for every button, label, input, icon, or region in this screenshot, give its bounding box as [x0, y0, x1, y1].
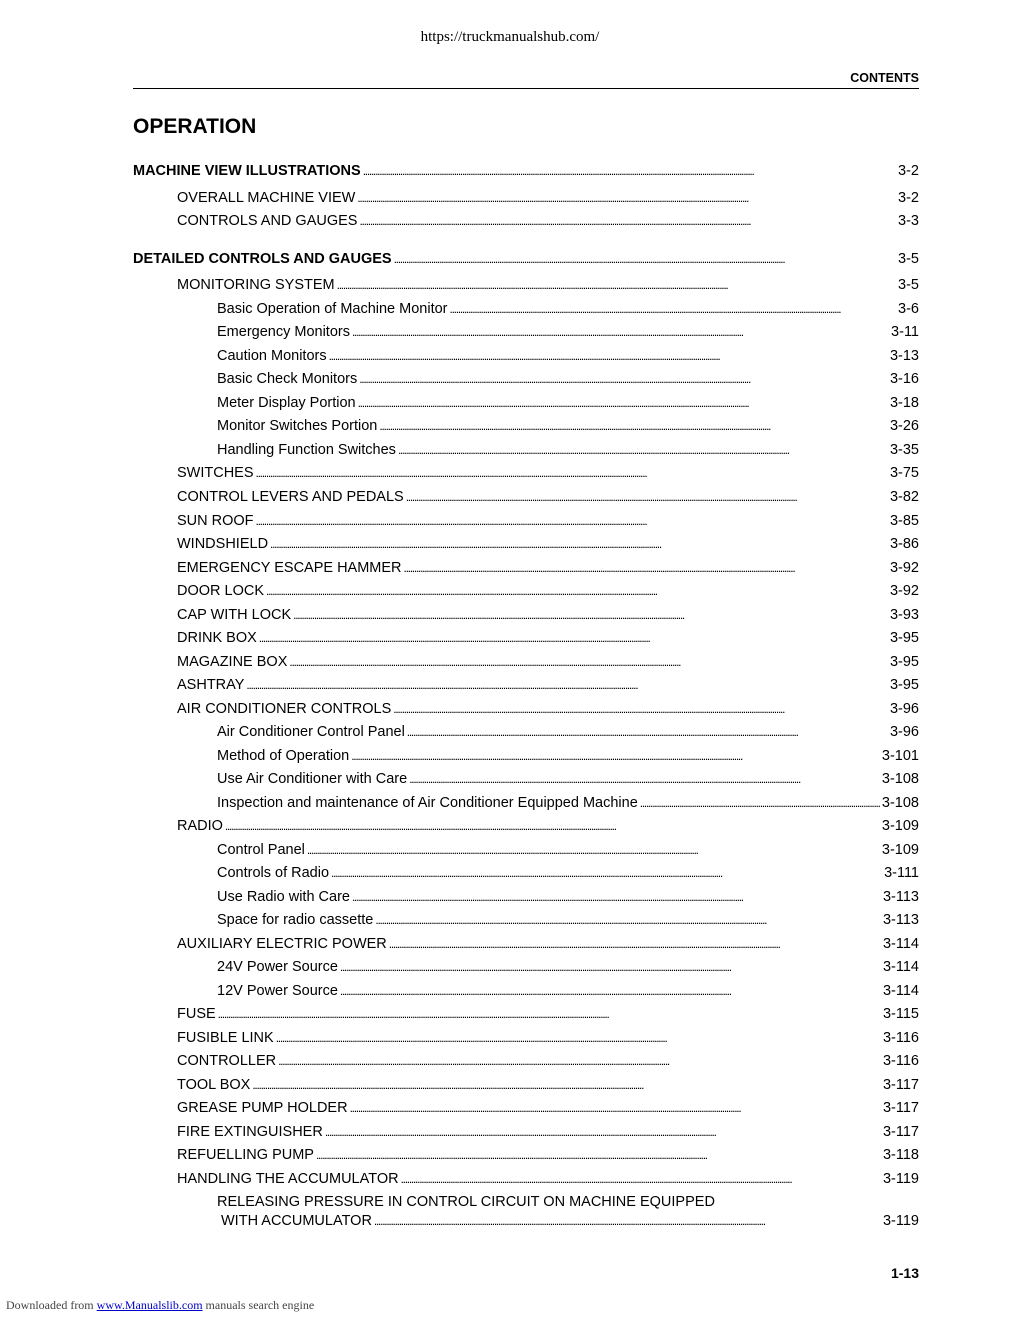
toc-entry-label: Use Radio with Care — [217, 889, 350, 905]
toc-entry-label: Control Panel — [217, 842, 305, 858]
toc-entry[interactable] — [177, 1099, 919, 1117]
toc-entry[interactable] — [217, 300, 919, 318]
toc-entry-page: 3-108 — [881, 771, 919, 787]
toc-entry-label: ASHTRAY — [177, 677, 245, 693]
dot-leader — [256, 464, 888, 482]
toc-entry-label: FUSIBLE LINK — [177, 1030, 274, 1046]
toc-entry-page: 3-5 — [898, 251, 919, 267]
dot-leader — [352, 888, 881, 906]
toc-entry-label: GREASE PUMP HOLDER — [177, 1100, 348, 1116]
dot-leader — [358, 394, 888, 412]
dot-leader — [404, 559, 888, 577]
manualslib-link[interactable]: www.Manualslib.com — [96, 1298, 203, 1312]
toc-entry-page: 3-117 — [882, 1124, 919, 1140]
dot-leader — [393, 700, 888, 718]
page-number: 1-13 — [890, 1265, 919, 1281]
dot-leader — [406, 488, 888, 506]
toc-entry[interactable] — [177, 817, 919, 835]
footer-prefix: Downloaded from — [6, 1298, 97, 1312]
toc-entry-page: 3-11 — [891, 324, 919, 340]
toc-entry-page: 3-117 — [882, 1100, 919, 1116]
dot-leader — [218, 1005, 881, 1023]
toc-entry-label: Method of Operation — [217, 748, 350, 764]
toc-entry-page: 3-6 — [898, 301, 919, 317]
toc-entry[interactable] — [177, 629, 919, 647]
toc-entry[interactable] — [177, 535, 919, 553]
toc-entry-label: Emergency Monitors — [217, 324, 350, 340]
download-footer — [6, 1298, 314, 1313]
toc-entry[interactable] — [177, 653, 919, 671]
toc-entry[interactable] — [217, 441, 919, 459]
toc-entry[interactable] — [177, 276, 919, 294]
toc-entry-label: Basic Check Monitors — [217, 371, 358, 387]
toc-entry-label: Meter Display Portion — [217, 395, 356, 411]
dot-leader — [389, 935, 881, 953]
dot-leader — [293, 606, 888, 624]
toc-entry[interactable] — [217, 370, 919, 388]
source-url: https://truckmanualshub.com/ — [420, 29, 600, 45]
toc-entry-page: 3-92 — [889, 583, 919, 599]
dot-leader — [307, 841, 880, 859]
toc-entry-label: RADIO — [177, 818, 223, 834]
toc-entry[interactable] — [217, 417, 919, 435]
dot-leader — [340, 958, 881, 976]
toc-entry[interactable] — [177, 512, 919, 530]
toc-entry[interactable] — [177, 212, 919, 230]
dot-leader — [331, 864, 882, 882]
dot-leader — [359, 212, 896, 230]
dot-leader — [256, 512, 888, 530]
toc-entry[interactable] — [177, 1076, 919, 1094]
toc-entry-page: 3-82 — [889, 489, 919, 505]
toc-entry[interactable] — [133, 250, 919, 268]
toc-entry-page: 3-95 — [889, 677, 919, 693]
toc-entry-page: 3-116 — [882, 1030, 919, 1046]
toc-entry[interactable] — [217, 323, 919, 341]
toc-entry-label: DRINK BOX — [177, 630, 257, 646]
toc-entry-page: 3-16 — [889, 371, 919, 387]
dot-leader — [401, 1170, 881, 1188]
toc-entry[interactable] — [177, 1052, 919, 1070]
dot-leader — [374, 1212, 881, 1230]
toc-entry[interactable] — [177, 1123, 919, 1141]
toc-entry[interactable] — [177, 1029, 919, 1047]
toc-entry[interactable] — [177, 1146, 919, 1164]
toc-entry-wrap-line: RELEASING PRESSURE IN CONTROL CIRCUIT ON MACHINE EQUIPPED — [217, 1194, 715, 1210]
toc-entry[interactable] — [177, 559, 919, 577]
dot-leader — [325, 1123, 881, 1141]
toc-entry-label: AIR CONDITIONER CONTROLS — [177, 701, 392, 717]
toc-entry[interactable] — [217, 958, 919, 976]
dot-leader — [394, 250, 896, 268]
dot-leader — [379, 417, 888, 435]
dot-leader — [375, 911, 881, 929]
toc-entry-page: 3-96 — [889, 701, 919, 717]
toc-entry-page: 3-26 — [889, 418, 919, 434]
toc-entry[interactable] — [177, 606, 919, 624]
dot-leader — [270, 535, 888, 553]
toc-entry-label: Controls of Radio — [217, 865, 330, 881]
toc-entry-label: Space for radio cassette — [217, 912, 374, 928]
toc-entry[interactable] — [217, 394, 919, 412]
dot-leader — [351, 747, 880, 765]
toc-entry[interactable] — [177, 189, 919, 207]
toc-entry-page: 3-5 — [898, 277, 919, 293]
toc-entry-page: 3-96 — [889, 724, 919, 740]
toc-entry-label: FIRE EXTINGUISHER — [177, 1124, 323, 1140]
toc-entry-label: 24V Power Source — [217, 959, 338, 975]
toc-entry-label: DOOR LOCK — [177, 583, 265, 599]
dot-leader — [252, 1076, 881, 1094]
toc-entry-label: CONTROLS AND GAUGES — [177, 213, 358, 229]
dot-leader — [350, 1099, 881, 1117]
dot-leader — [363, 162, 896, 180]
dot-leader — [450, 300, 897, 318]
toc-entry-label: Air Conditioner Control Panel — [217, 724, 405, 740]
dot-leader — [357, 189, 896, 207]
toc-entry[interactable] — [177, 1170, 919, 1188]
toc-entry-label: REFUELLING PUMP — [177, 1147, 314, 1163]
toc-entry-page: 3-114 — [882, 936, 919, 952]
section-label: CONTENTS — [850, 71, 919, 85]
dot-leader — [225, 817, 880, 835]
toc-entry-page: 3-111 — [884, 865, 919, 881]
toc-entry-page: 3-2 — [898, 190, 919, 206]
toc-entry-label: WINDSHIELD — [177, 536, 269, 552]
toc-entry-label: WITH ACCUMULATOR — [221, 1213, 372, 1229]
dot-leader — [407, 723, 888, 741]
dot-leader — [316, 1146, 881, 1164]
header-rule — [133, 88, 919, 89]
toc-entry-label: Handling Function Switches — [217, 442, 396, 458]
toc-entry-page: 3-114 — [882, 983, 919, 999]
toc-entry-label: Use Air Conditioner with Care — [217, 771, 408, 787]
toc-entry[interactable] — [177, 464, 919, 482]
dot-leader — [266, 582, 888, 600]
toc-entry-page: 3-101 — [881, 748, 919, 764]
toc-entry-page: 3-13 — [889, 348, 919, 364]
toc-entry-page: 3-113 — [882, 912, 919, 928]
toc-entry[interactable] — [177, 582, 919, 600]
toc-entry-page: 3-18 — [889, 395, 919, 411]
toc-entry-label: MAGAZINE BOX — [177, 654, 288, 670]
toc-entry-label: MONITORING SYSTEM — [177, 277, 335, 293]
toc-entry-page: 3-86 — [889, 536, 919, 552]
toc-entry[interactable] — [177, 676, 919, 694]
toc-entry-label: FUSE — [177, 1006, 216, 1022]
page-title: OPERATION — [133, 115, 257, 138]
toc-entry-label: Basic Operation of Machine Monitor — [217, 301, 448, 317]
toc-entry-label: MACHINE VIEW ILLUSTRATIONS — [133, 163, 361, 179]
toc-entry-page: 3-113 — [882, 889, 919, 905]
toc-entry[interactable] — [217, 888, 919, 906]
toc-entry-page: 3-75 — [889, 465, 919, 481]
toc-entry[interactable] — [217, 723, 919, 741]
toc-entry[interactable] — [177, 488, 919, 506]
toc-entry-label: CONTROLLER — [177, 1053, 277, 1069]
toc-entry-page: 3-2 — [898, 163, 919, 179]
toc-entry-page: 3-108 — [881, 795, 919, 811]
dot-leader — [359, 370, 888, 388]
toc-entry[interactable] — [217, 841, 919, 859]
dot-leader — [340, 982, 881, 1000]
toc-entry-page: 3-117 — [882, 1077, 919, 1093]
toc-entry-page: 3-95 — [889, 630, 919, 646]
toc-entry-page: 3-119 — [882, 1171, 919, 1187]
toc-entry-page: 3-115 — [882, 1006, 919, 1022]
toc-entry-page: 3-35 — [889, 442, 919, 458]
dot-leader — [398, 441, 888, 459]
footer-suffix: manuals search engine — [202, 1298, 315, 1312]
toc-entry[interactable] — [217, 911, 919, 929]
dot-leader — [278, 1052, 881, 1070]
toc-entry-page: 3-119 — [882, 1213, 919, 1229]
toc-entry-label: Monitor Switches Portion — [217, 418, 378, 434]
toc-entry-page: 3-3 — [898, 213, 919, 229]
toc-entry-label: EMERGENCY ESCAPE HAMMER — [177, 560, 402, 576]
toc-entry[interactable] — [217, 770, 919, 788]
toc-entry[interactable] — [177, 1005, 919, 1023]
dot-leader — [640, 794, 880, 812]
toc-entry[interactable] — [217, 347, 919, 365]
toc-entry-label: DETAILED CONTROLS AND GAUGES — [133, 251, 392, 267]
toc-entry[interactable] — [177, 700, 919, 718]
toc-entry-page: 3-93 — [889, 607, 919, 623]
toc-entry-page: 3-109 — [881, 818, 919, 834]
toc-entry-page: 3-95 — [889, 654, 919, 670]
toc-entry[interactable] — [177, 935, 919, 953]
toc-entry-label: TOOL BOX — [177, 1077, 251, 1093]
dot-leader — [329, 347, 888, 365]
dot-leader — [246, 676, 888, 694]
toc-entry-label: CONTROL LEVERS AND PEDALS — [177, 489, 404, 505]
toc-entry-label: Caution Monitors — [217, 348, 327, 364]
dot-leader — [259, 629, 888, 647]
toc-entry-label: SUN ROOF — [177, 513, 254, 529]
toc-entry[interactable] — [217, 864, 919, 882]
toc-entry-label: AUXILIARY ELECTRIC POWER — [177, 936, 387, 952]
dot-leader — [289, 653, 888, 671]
toc-entry-page: 3-109 — [881, 842, 919, 858]
dot-leader — [276, 1029, 881, 1047]
toc-entry[interactable] — [217, 982, 919, 1000]
toc-entry-label: OVERALL MACHINE VIEW — [177, 190, 356, 206]
toc-entry-page: 3-85 — [889, 513, 919, 529]
toc-entry-label: HANDLING THE ACCUMULATOR — [177, 1171, 399, 1187]
toc-entry[interactable] — [133, 162, 919, 180]
toc-entry-label: Inspection and maintenance of Air Conditioner Equipped Machine — [217, 795, 638, 811]
toc-entry-label: 12V Power Source — [217, 983, 338, 999]
dot-leader — [352, 323, 889, 341]
toc-entry-label: CAP WITH LOCK — [177, 607, 292, 623]
toc-entry-page: 3-118 — [882, 1147, 919, 1163]
toc-entry-page: 3-92 — [889, 560, 919, 576]
toc-entry[interactable] — [217, 747, 919, 765]
toc-entry[interactable] — [217, 794, 919, 812]
toc-entry-page: 3-116 — [882, 1053, 919, 1069]
dot-leader — [337, 276, 896, 294]
toc-entry-last[interactable] — [221, 1212, 919, 1230]
toc-entry-label: SWITCHES — [177, 465, 254, 481]
toc-entry-page: 3-114 — [882, 959, 919, 975]
dot-leader — [409, 770, 880, 788]
